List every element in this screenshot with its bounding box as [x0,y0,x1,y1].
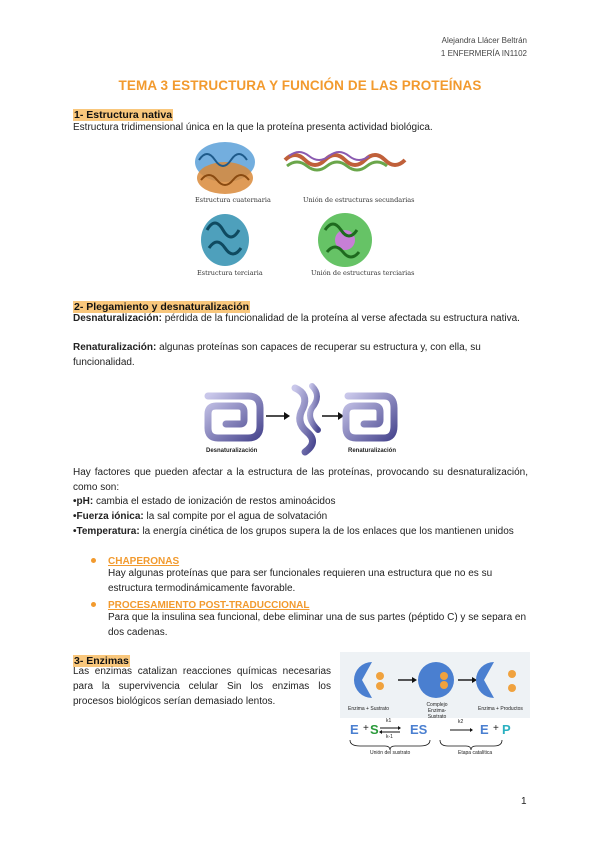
label-complex: Complejo Enzima-Sustrato [426,702,448,720]
factor-temperature [73,524,528,539]
folded-protein-right-icon [346,396,394,438]
unfolded-protein-icon [295,386,318,452]
label-enzyme-substrate: Enzima + Sustrato [348,706,389,712]
desnaturalizacion-paragraph [73,311,528,326]
factor-ionic [73,509,533,524]
caption-tertiary: Estructura terciaria [197,269,263,277]
course-code: 1 ENFERMERÍA IN1102 [440,49,527,58]
factor-ph-text: cambia el estado de ionización de restos aminoácidos [93,496,336,507]
renaturalizacion-text: algunas proteínas son capaces de recuperar su estructura y, con ella, su funcionalidad. [73,342,481,368]
caption-secondary-union: Unión de estructuras secundarias [303,196,415,204]
eq-k1: k1 [386,718,392,724]
processing-title: PROCESAMIENTO POST-TRADUCCIONAL [108,600,310,611]
bullet-dot-icon-2 [91,602,96,607]
factor-ph [73,494,533,509]
eq-k-1: k-1 [386,734,393,740]
caption-tertiary-union: Unión de estructuras terciarias [311,269,415,277]
processing-text: Para que la insulina sea funcional, debe eliminar una de sus partes (péptido C) y se separa en dos cadenas. [108,612,527,638]
eq-k2: k2 [458,719,464,725]
factor-temperature-term: •Temperatura: [73,526,140,537]
label-enzyme-products: Enzima + Productos [478,706,523,712]
denaturation-figure [200,376,400,458]
eq-es: ES [410,722,428,737]
eq-s: S [370,722,379,737]
eq-p: P [502,722,511,737]
author-name: Alejandra Llácer Beltrán [441,36,527,45]
eq-plus-2: + [493,723,499,734]
page-number: 1 [521,796,527,807]
enzyme-figure [340,652,530,758]
bullet-dot-icon [91,558,96,563]
renaturalizacion-term: Renaturalización: [73,342,157,353]
factor-ionic-text: la sal compite por el agua de solvatación [143,511,328,522]
factor-temperature-text: la energía cinética de los grupos supera la de los enlaces que los mantienen unidos [139,526,514,537]
page-title: TEMA 3 ESTRUCTURA Y FUNCIÓN DE LAS PROTEÍNAS [118,78,482,93]
tertiary-union-icon [318,213,372,267]
quaternary-structure-icon [195,142,255,194]
folded-protein-left-icon [208,396,260,438]
eq-e: E [350,722,359,737]
caption-quaternary: Estructura cuaternaria [195,196,271,204]
factor-ph-term: •pH: [73,496,94,507]
section-1-heading: 1- Estructura nativa [74,109,173,121]
chaperonas-title: CHAPERONAS [108,556,180,567]
section-1-text: Estructura tridimensional única en la que la proteína presenta actividad biológica. [73,122,433,133]
arrow-right-icon-2 [322,412,344,420]
section-3-heading: 3- Enzimas [74,655,129,667]
factor-ionic-term: •Fuerza iónica: [73,511,144,522]
eq-e2: E [480,722,489,737]
label-catalytic: Etapa catalítica [458,750,493,756]
protein-structures-image [185,140,415,280]
secondary-union-icon [285,152,405,170]
caption-desnaturalizacion: Desnaturalización [206,448,258,454]
desnaturalizacion-term: Desnaturalización: [73,313,162,324]
chaperonas-text: Hay algunas proteínas que para ser funcionales requieren una estructura que no es su estructura termodinámicamente favorable. [108,568,493,594]
renaturalizacion-paragraph [73,340,533,370]
eq-plus: + [363,723,369,734]
tertiary-structure-icon [201,214,249,266]
caption-renaturalizacion: Renaturalización [348,448,397,454]
section-3-text: Las enzimas catalizan reacciones químicas necesarias para la supervivencia celular Sin los enzimas los procesos biológicos serían demasiado lentos. [73,666,331,707]
label-binding: Unión del sustrato [370,750,411,756]
section-2-heading: 2- Plegamiento y desnaturalización [74,301,250,313]
desnaturalizacion-text: pérdida de la funcionalidad de la proteína al verse afectada su estructura nativa. [161,313,520,324]
denaturation-image [200,376,400,458]
arrow-right-icon [266,412,290,420]
factors-intro: Hay factores que pueden afectar a la estructura de las proteínas, provocando su desnaturalización, como son: [73,467,528,493]
complex-icon [418,662,454,698]
protein-structures-figure [185,140,415,280]
